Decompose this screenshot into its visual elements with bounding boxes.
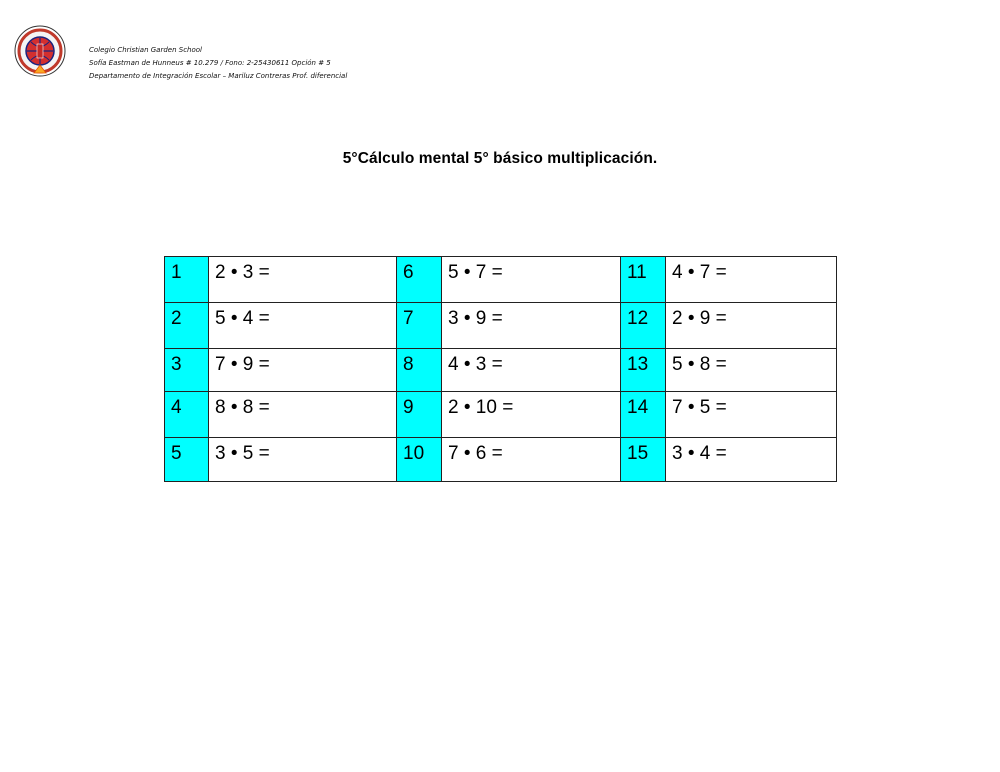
- school-name: Colegio Christian Garden School: [89, 46, 202, 54]
- exercise-number: 13: [621, 349, 666, 392]
- exercise-expression: 3 • 4 =: [666, 438, 837, 482]
- exercise-expression: 5 • 4 =: [209, 303, 397, 349]
- exercise-expression: 5 • 7 =: [442, 257, 621, 303]
- page-title: 5°Cálculo mental 5° básico multiplicación.: [342, 150, 658, 167]
- exercise-expression: 4 • 3 =: [442, 349, 621, 392]
- exercise-expression: 3 • 9 =: [442, 303, 621, 349]
- exercise-expression: 7 • 9 =: [209, 349, 397, 392]
- exercise-number: 2: [165, 303, 209, 349]
- exercise-number: 1: [165, 257, 209, 303]
- exercise-expression: 7 • 5 =: [666, 392, 837, 438]
- exercise-number: 4: [165, 392, 209, 438]
- multiplication-table: [164, 256, 837, 482]
- exercise-number: 5: [165, 438, 209, 482]
- school-header: [89, 44, 347, 83]
- exercise-number: 11: [621, 257, 666, 303]
- exercise-number: 14: [621, 392, 666, 438]
- exercise-number: 8: [397, 349, 442, 392]
- exercise-expression: 4 • 7 =: [666, 257, 837, 303]
- exercise-number: 9: [397, 392, 442, 438]
- exercise-expression: 2 • 9 =: [666, 303, 837, 349]
- school-address: Sofía Eastman de Hunneus # 10.279 / Fono: 2-25430611 Opción # 5: [89, 59, 331, 67]
- table-row: [165, 303, 837, 349]
- exercise-number: 3: [165, 349, 209, 392]
- exercise-expression: 2 • 3 =: [209, 257, 397, 303]
- exercise-number: 10: [397, 438, 442, 482]
- school-department: Departamento de Integración Escolar – Mariluz Contreras Prof. diferencial: [89, 72, 348, 80]
- table-row: [165, 392, 837, 438]
- exercise-number: 12: [621, 303, 666, 349]
- table-row: [165, 349, 837, 392]
- exercise-expression: 7 • 6 =: [442, 438, 621, 482]
- table-row: [165, 257, 837, 303]
- school-crest-icon: [12, 25, 68, 81]
- exercise-number: 6: [397, 257, 442, 303]
- exercise-number: 15: [621, 438, 666, 482]
- exercise-expression: 2 • 10 =: [442, 392, 621, 438]
- table-row: [165, 438, 837, 482]
- exercise-number: 7: [397, 303, 442, 349]
- exercise-expression: 8 • 8 =: [209, 392, 397, 438]
- exercise-expression: 3 • 5 =: [209, 438, 397, 482]
- exercise-expression: 5 • 8 =: [666, 349, 837, 392]
